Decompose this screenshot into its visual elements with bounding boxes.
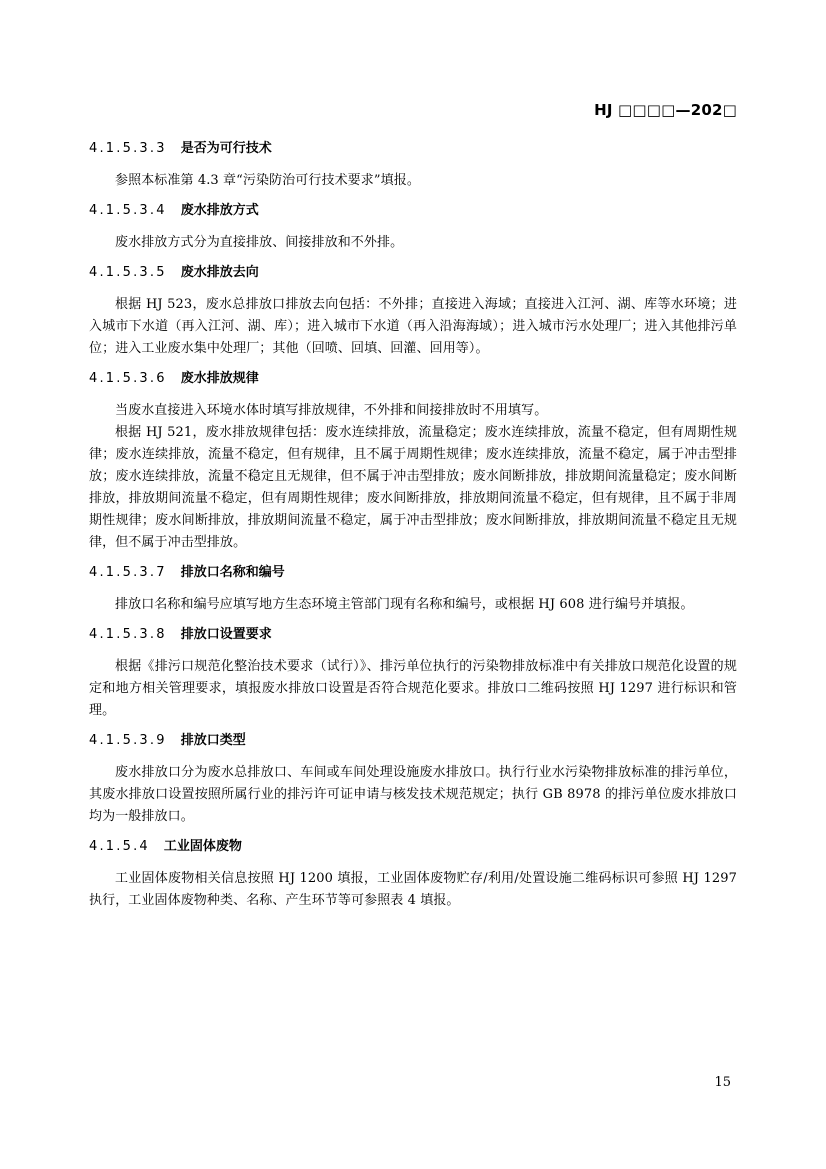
section-title: 废水排放规律 [180, 371, 259, 386]
section-heading [89, 836, 737, 858]
paragraph: 根据《排污口规范化整治技术要求（试行）》、排污单位执行的污染物排放标准中有关排放口规范化设置的规定和地方相关管理要求，填报废水排放口设置是否符合规范化要求。排放口二维码按照 HJ 1297 进行标识和管理。 [89, 659, 737, 718]
section-number: 4.1.5.3.8 [89, 627, 167, 642]
document-body [89, 138, 737, 920]
section-number: 4.1.5.3.5 [89, 265, 167, 280]
section-number: 4.1.5.3.9 [89, 733, 167, 748]
section-title: 排放口设置要求 [180, 627, 272, 642]
section-title: 排放口名称和编号 [180, 565, 285, 580]
paragraph: 当废水直接进入环境水体时填写排放规律，不外排和间接排放时不用填写。 [115, 403, 548, 418]
section-heading [89, 730, 737, 752]
section-number: 4.1.5.3.3 [89, 141, 167, 156]
section-title: 废水排放方式 [180, 203, 259, 218]
section-heading [89, 138, 737, 160]
paragraph: 根据 HJ 523，废水总排放口排放去向包括：不外排；直接进入海域；直接进入江河、湖、库等水环境；进入城市下水道（再入江河、湖、库）；进入城市下水道（再入沿海海域）；进入城市污水处理厂；进入其他排污单位；进入工业废水集中处理厂；其他（回喷、回填、回灌、回用等）。 [89, 297, 737, 356]
section-title: 排放口类型 [180, 733, 246, 748]
section-heading [89, 262, 737, 284]
section-heading [89, 200, 737, 222]
paragraph: 参照本标准第 4.3 章“污染防治可行技术要求”填报。 [115, 173, 420, 188]
standard-code: HJ □□□□—202□ [594, 101, 737, 119]
paragraph: 工业固体废物相关信息按照 HJ 1200 填报，工业固体废物贮存/利用/处置设施二维码标识可参照 HJ 1297 执行，工业固体废物种类、名称、产生环节等可参照表 4 填报。 [89, 871, 737, 908]
section-title: 是否为可行技术 [180, 141, 272, 156]
section-heading [89, 624, 737, 646]
section-number: 4.1.5.3.7 [89, 565, 167, 580]
page-number: 15 [714, 1075, 731, 1090]
section-number: 4.1.5.3.6 [89, 371, 167, 386]
section-number: 4.1.5.4 [89, 839, 150, 854]
section-heading [89, 368, 737, 390]
section-number: 4.1.5.3.4 [89, 203, 167, 218]
paragraph: 根据 HJ 521，废水排放规律包括：废水连续排放，流量稳定；废水连续排放，流量不稳定，但有周期性规律；废水连续排放，流量不稳定，但有规律，且不属于周期性规律；废水连续排放，流量不稳定，属于冲击型排放；废水连续排放，流量不稳定且无规律，但不属于冲击型排放；废水间断排放，排放期间流量稳定；废水间断排放，排放期间流量不稳定，但有周期性规律；废水间断排放，排放期间流量不稳定，但有规律，且不属于非周期性规律；废水间断排放，排放期间流量不稳定，属于冲击型排放；废水间断排放，排放期间流量不稳定且无规律，但不属于冲击型排放。 [89, 425, 737, 550]
section-heading [89, 562, 737, 584]
section-title: 工业固体废物 [163, 839, 242, 854]
paragraph: 排放口名称和编号应填写地方生态环境主管部门现有名称和编号，或根据 HJ 608 进行编号并填报。 [115, 597, 694, 612]
section-title: 废水排放去向 [180, 265, 259, 280]
paragraph: 废水排放口分为废水总排放口、车间或车间处理设施废水排放口。执行行业水污染物排放标准的排污单位，其废水排放口设置按照所属行业的排污许可证申请与核发技术规范规定；执行 GB 8978 的排污单位废水排放口均为一般排放口。 [89, 765, 737, 824]
paragraph: 废水排放方式分为直接排放、间接排放和不外排。 [115, 235, 404, 250]
